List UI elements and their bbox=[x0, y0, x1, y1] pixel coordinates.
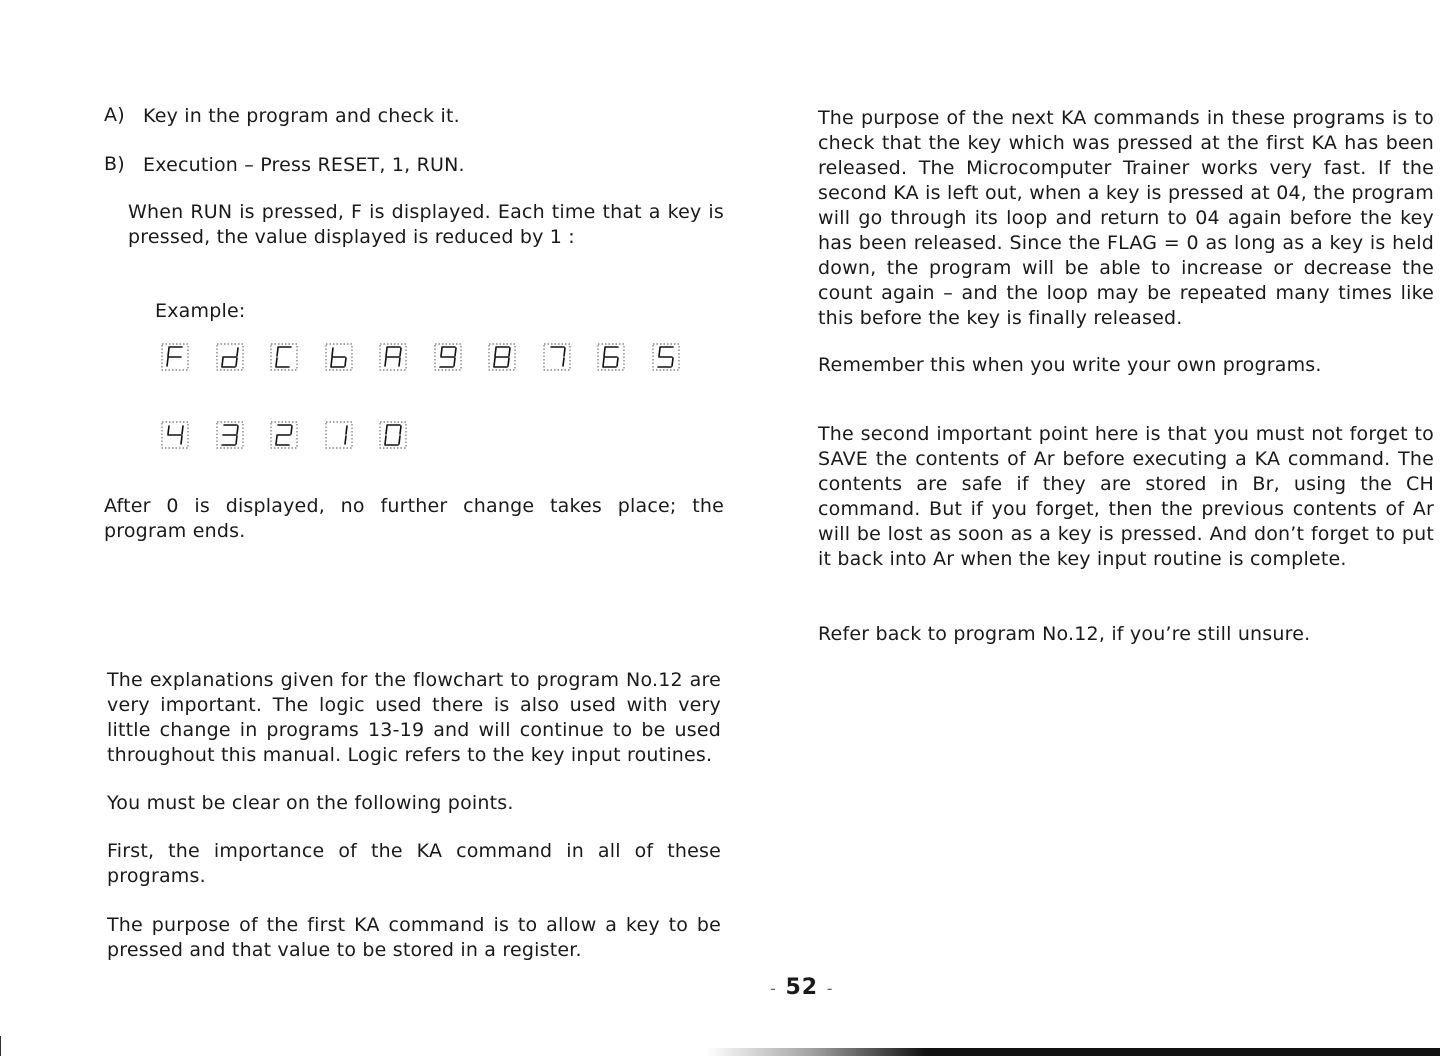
scan-edge-shadow bbox=[705, 1048, 1440, 1056]
remember-paragraph: Remember this when you write your own programs. bbox=[818, 354, 1322, 376]
display-row-1-digit-9 bbox=[596, 342, 626, 372]
first-ka-paragraph: The purpose of the first KA command is to allow a key to be pressed and that value to be stored in a register. bbox=[107, 914, 721, 961]
display-row-1-digit-5 bbox=[378, 342, 408, 372]
clear-points-paragraph: You must be clear on the following points. bbox=[107, 792, 514, 814]
left-column-bottom bbox=[107, 668, 721, 963]
when-run-paragraph: When RUN is pressed, F is displayed. Each time that a key is pressed, the value displayed is reduced by 1 : bbox=[128, 201, 724, 248]
step-a-tag: A) bbox=[104, 104, 125, 126]
page-number-dash-right: - bbox=[826, 979, 834, 998]
example-label: Example: bbox=[155, 300, 246, 322]
step-b-text: Execution – Press RESET, 1, RUN. bbox=[143, 154, 465, 176]
display-row-2-digit-5 bbox=[378, 420, 408, 450]
display-row-2-digit-1 bbox=[160, 420, 190, 450]
display-row-2-digit-3 bbox=[269, 420, 299, 450]
display-row-1-digit-1 bbox=[160, 342, 190, 372]
page-number bbox=[770, 975, 834, 1000]
display-row-1-digit-10 bbox=[651, 342, 681, 372]
step-b bbox=[104, 153, 724, 178]
scan-edge-mark bbox=[0, 1036, 6, 1056]
display-row-1-digit-8 bbox=[542, 342, 572, 372]
display-row-1-digit-6 bbox=[433, 342, 463, 372]
display-row-1-digit-4 bbox=[324, 342, 354, 372]
seven-segment-display-row-1 bbox=[160, 342, 724, 372]
right-column bbox=[818, 106, 1434, 647]
display-row-2-digit-4 bbox=[324, 420, 354, 450]
step-a bbox=[104, 104, 724, 129]
display-row-1-digit-2 bbox=[215, 342, 245, 372]
page-number-dash-left: - bbox=[770, 979, 777, 998]
display-row-1-digit-7 bbox=[487, 342, 517, 372]
left-column-top bbox=[104, 104, 724, 544]
step-a-text: Key in the program and check it. bbox=[143, 105, 460, 127]
refer-back-paragraph: Refer back to program No.12, if you’re still unsure. bbox=[818, 623, 1311, 645]
explanations-paragraph: The explanations given for the flowchart to program No.12 are very important. The logic used there is also used with very little change in programs 13-19 and will continue to be used throughout this manual. Logic refers to the key input routines. bbox=[107, 669, 721, 766]
second-point-paragraph: The second important point here is that you must not forget to SAVE the contents of Ar before executing a KA command. The contents are safe if they are stored in Br, using the CH command. But if you forget, then the previous contents of Ar will be lost as soon as a key is pressed. And don’t forget to put it back into Ar when the key input routine is complete. bbox=[818, 423, 1434, 570]
after-zero-paragraph: After 0 is displayed, no further change takes place; the program ends. bbox=[104, 495, 724, 542]
next-ka-paragraph: The purpose of the next KA commands in these programs is to check that the key which was pressed at the first KA has been released. The Microcomputer Trainer works very fast. If the second KA is left out, when a key is pressed at 04, the program will go through its loop and return to 04 again before the key has been released. Since the FLAG = 0 as long as a key is held down, the program will be able to increase or decrease the count again – and the loop may be repeated many times like this before the key is finally released. bbox=[818, 107, 1434, 329]
step-b-tag: B) bbox=[104, 153, 125, 175]
first-point-paragraph: First, the importance of the KA command in all of these programs. bbox=[107, 840, 721, 887]
display-row-2-digit-2 bbox=[215, 420, 245, 450]
seven-segment-display-row-2 bbox=[160, 420, 724, 450]
page-number-value: 52 bbox=[785, 975, 819, 1000]
display-row-1-digit-3 bbox=[269, 342, 299, 372]
